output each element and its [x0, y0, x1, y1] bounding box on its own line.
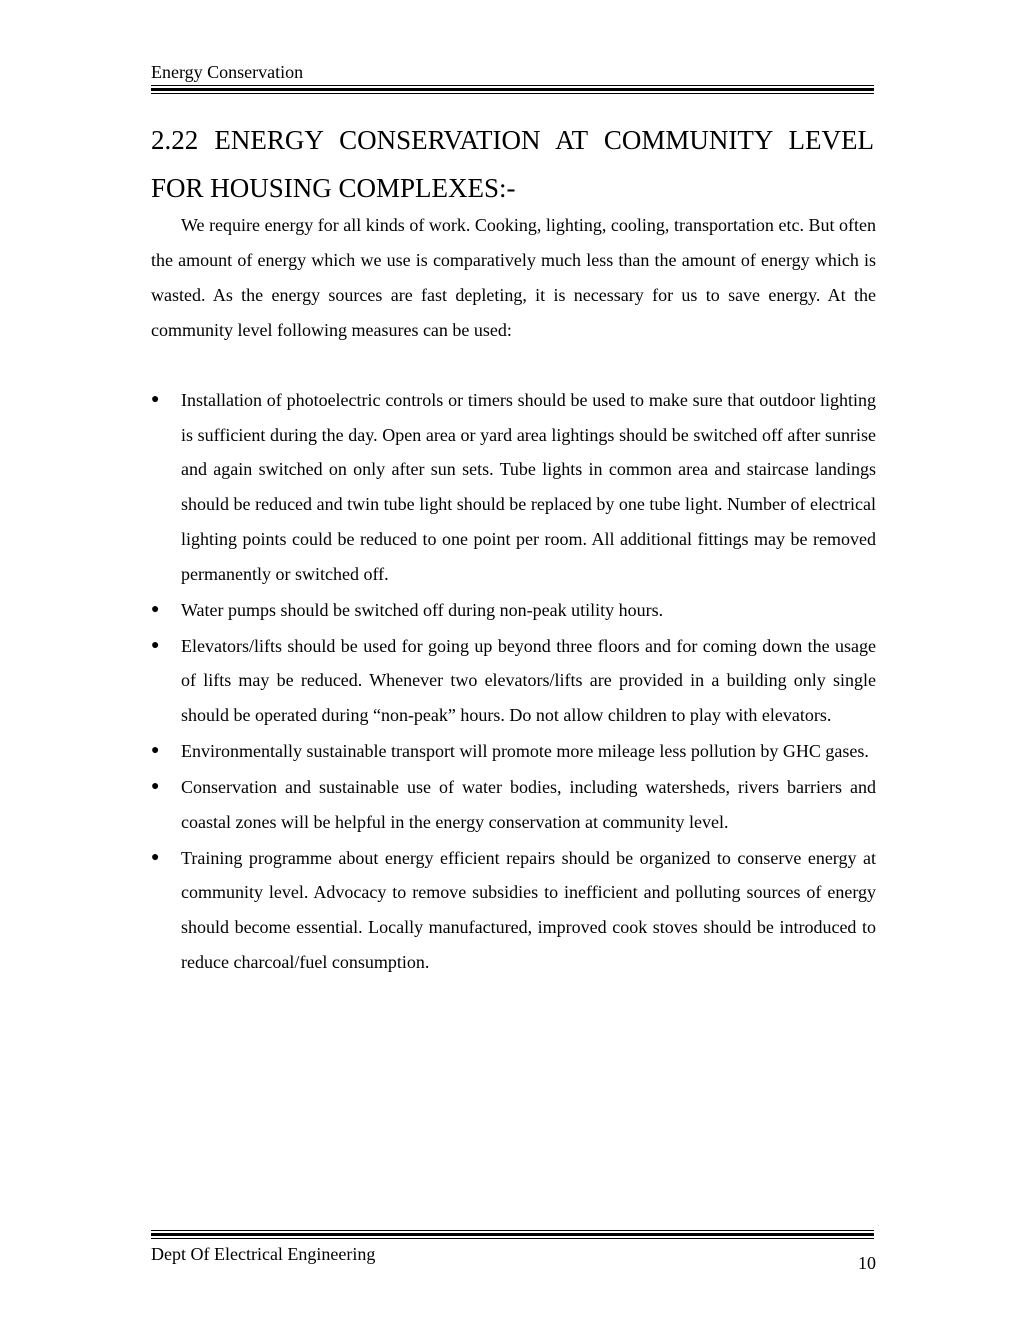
bullet-icon: ●	[151, 742, 160, 758]
list-item	[151, 629, 876, 733]
bullet-icon: ●	[151, 601, 160, 617]
measures-list	[151, 383, 876, 981]
bullet-icon: ●	[151, 778, 160, 794]
list-item	[151, 841, 876, 980]
list-item	[151, 770, 876, 839]
list-item-text: Water pumps should be switched off during non-peak utility hours.	[181, 599, 664, 620]
section-heading-line2: FOR HOUSING COMPLEXES:-	[151, 173, 516, 203]
list-item	[151, 383, 876, 591]
page-header-title: Energy Conservation	[151, 62, 304, 82]
bullet-icon: ●	[151, 849, 160, 865]
bullet-icon: ●	[151, 637, 160, 653]
header-rule	[151, 85, 874, 96]
section-heading-line1: 2.22 ENERGY CONSERVATION AT COMMUNITY LEVEL	[151, 125, 874, 155]
list-item	[151, 734, 876, 769]
bullet-icon: ●	[151, 392, 160, 407]
list-item-text: Conservation and sustainable use of water bodies, including watersheds, rivers barriers and coastal zones will be helpful in the energy conservation at community level.	[181, 776, 876, 832]
page-number: 10	[858, 1253, 876, 1273]
list-item-text: Elevators/lifts should be used for going up beyond three floors and for coming down the usage of lifts may be reduced. Whenever two elevators/lifts are provided in a building only single should be operated during “non-peak” hours. Do not allow children to play with elevators.	[181, 635, 876, 725]
intro-paragraph: We require energy for all kinds of work. Cooking, lighting, cooling, transportation etc. But often the amount of energy which we use is comparatively much less than the amount of energy which is wasted. As the energy sources are fast depleting, it is necessary for us to save energy. At the community level following measures can be used:	[151, 215, 876, 340]
footer-department: Dept Of Electrical Engineering	[151, 1244, 376, 1264]
list-item-text: Training programme about energy efficient repairs should be organized to conserve energy at community level. Advocacy to remove subsidies to inefficient and polluting sources of energy should become essential. Locally manufactured, improved cook stoves should be introduced to reduce charcoal/fuel consumption.	[181, 847, 876, 972]
list-item	[151, 593, 876, 628]
footer-rule	[151, 1230, 874, 1241]
section-heading	[151, 116, 874, 212]
list-item-text: Environmentally sustainable transport will promote more mileage less pollution by GHC gases.	[181, 740, 869, 761]
list-item-text: Installation of photoelectric controls or timers should be used to make sure that outdoor lighting is sufficient during the day. Open area or yard area lightings should be switched off after sunrise and again switched on only after sun sets. Tube lights in common area and staircase landings should be reduced and twin tube light should be replaced by one tube light. Number of electrical lighting points could be reduced to one point per room. All additional fittings may be removed permanently or switched off.	[181, 390, 876, 584]
